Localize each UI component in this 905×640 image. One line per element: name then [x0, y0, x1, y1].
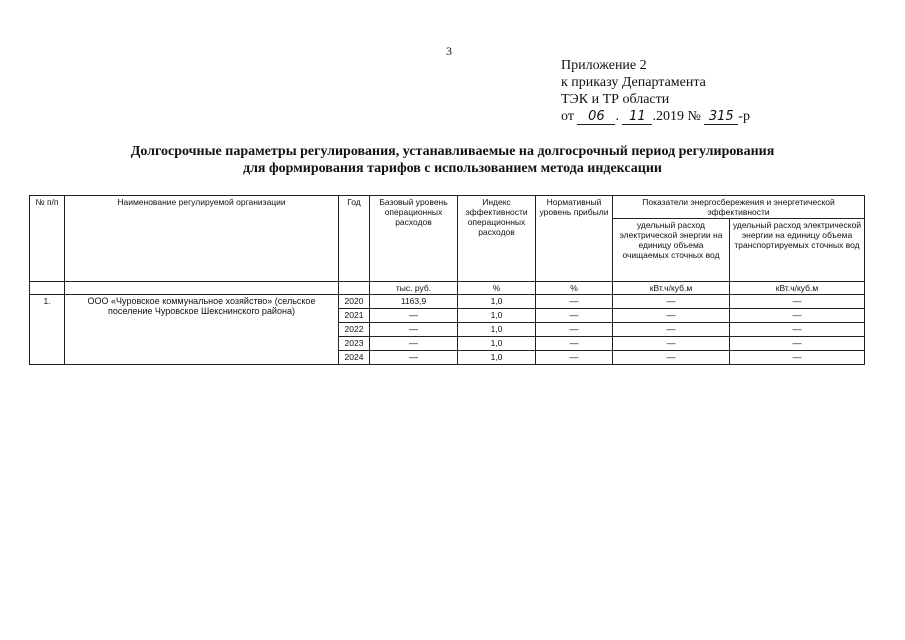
header-row-1 — [30, 196, 865, 219]
document-title — [60, 143, 845, 177]
row-profit: — — [536, 323, 613, 337]
unit-energy-clean: кВт.ч/куб.м — [613, 282, 730, 295]
row-base: — — [370, 351, 458, 365]
appendix-line-1: Приложение 2 — [561, 58, 647, 73]
header-index: Индекс эффективности операционных расходов — [458, 196, 536, 282]
row-clean: — — [613, 337, 730, 351]
row-transport: — — [730, 323, 865, 337]
unit-org — [65, 282, 339, 295]
unit-year — [339, 282, 370, 295]
row-transport: — — [730, 351, 865, 365]
row-index: 1,0 — [458, 337, 536, 351]
units-row — [30, 282, 865, 295]
order-suffix: -р — [738, 109, 750, 124]
org-number: 1. — [30, 295, 65, 365]
page-number: 3 — [446, 44, 452, 58]
title-line-1: Долгосрочные параметры регулирования, устанавливаемые на долгосрочный период регулирования — [130, 144, 775, 159]
table-row — [30, 295, 865, 309]
row-base: 1163,9 — [370, 295, 458, 309]
row-clean: — — [613, 323, 730, 337]
row-index: 1,0 — [458, 351, 536, 365]
appendix-block — [561, 57, 750, 125]
appendix-line-3: ТЭК и ТР области — [561, 92, 670, 107]
row-index: 1,0 — [458, 295, 536, 309]
row-transport: — — [730, 337, 865, 351]
row-profit: — — [536, 309, 613, 323]
row-clean: — — [613, 351, 730, 365]
unit-index: % — [458, 282, 536, 295]
row-index: 1,0 — [458, 323, 536, 337]
row-profit: — — [536, 295, 613, 309]
header-energy-transport: удельный расход электрической энергии на единицу объема транспортируемых сточных вод — [730, 219, 865, 282]
date-day: 06 — [577, 110, 615, 125]
row-year: 2020 — [339, 295, 370, 309]
unit-base-level: тыс. руб. — [370, 282, 458, 295]
header-num: № п/п — [30, 196, 65, 282]
row-clean: — — [613, 309, 730, 323]
appendix-line-2: к приказу Департамента — [561, 75, 706, 90]
header-energy-clean: удельный расход электрической энергии на единицу объема очищаемых сточных вод — [613, 219, 730, 282]
header-year: Год — [339, 196, 370, 282]
date-year: .2019 № — [652, 109, 701, 124]
header-profit: Нормативный уровень прибыли — [536, 196, 613, 282]
date-month: 11 — [622, 110, 652, 125]
date-prefix: от — [561, 109, 574, 124]
header-org: Наименование регулируемой организации — [65, 196, 339, 282]
row-base: — — [370, 337, 458, 351]
row-transport: — — [730, 309, 865, 323]
row-index: 1,0 — [458, 309, 536, 323]
order-number: 315 — [704, 110, 738, 125]
row-year: 2021 — [339, 309, 370, 323]
row-year: 2022 — [339, 323, 370, 337]
row-clean: — — [613, 295, 730, 309]
row-profit: — — [536, 351, 613, 365]
unit-energy-transport: кВт.ч/куб.м — [730, 282, 865, 295]
row-transport: — — [730, 295, 865, 309]
org-name: ООО «Чуровское коммунальное хозяйство» (сельское поселение Чуровское Шекснинского района) — [65, 295, 339, 365]
row-base: — — [370, 309, 458, 323]
header-energy-group: Показатели энергосбережения и энергетической эффективности — [613, 196, 865, 219]
row-year: 2023 — [339, 337, 370, 351]
unit-profit: % — [536, 282, 613, 295]
row-profit: — — [536, 337, 613, 351]
title-line-2: для формирования тарифов с использованием метода индексации — [242, 161, 662, 176]
row-base: — — [370, 323, 458, 337]
appendix-date-line: от 06 . 11 .2019 № 315 -р — [561, 109, 750, 124]
header-base-level: Базовый уровень операционных расходов — [370, 196, 458, 282]
row-year: 2024 — [339, 351, 370, 365]
parameters-table — [29, 195, 865, 365]
unit-num — [30, 282, 65, 295]
